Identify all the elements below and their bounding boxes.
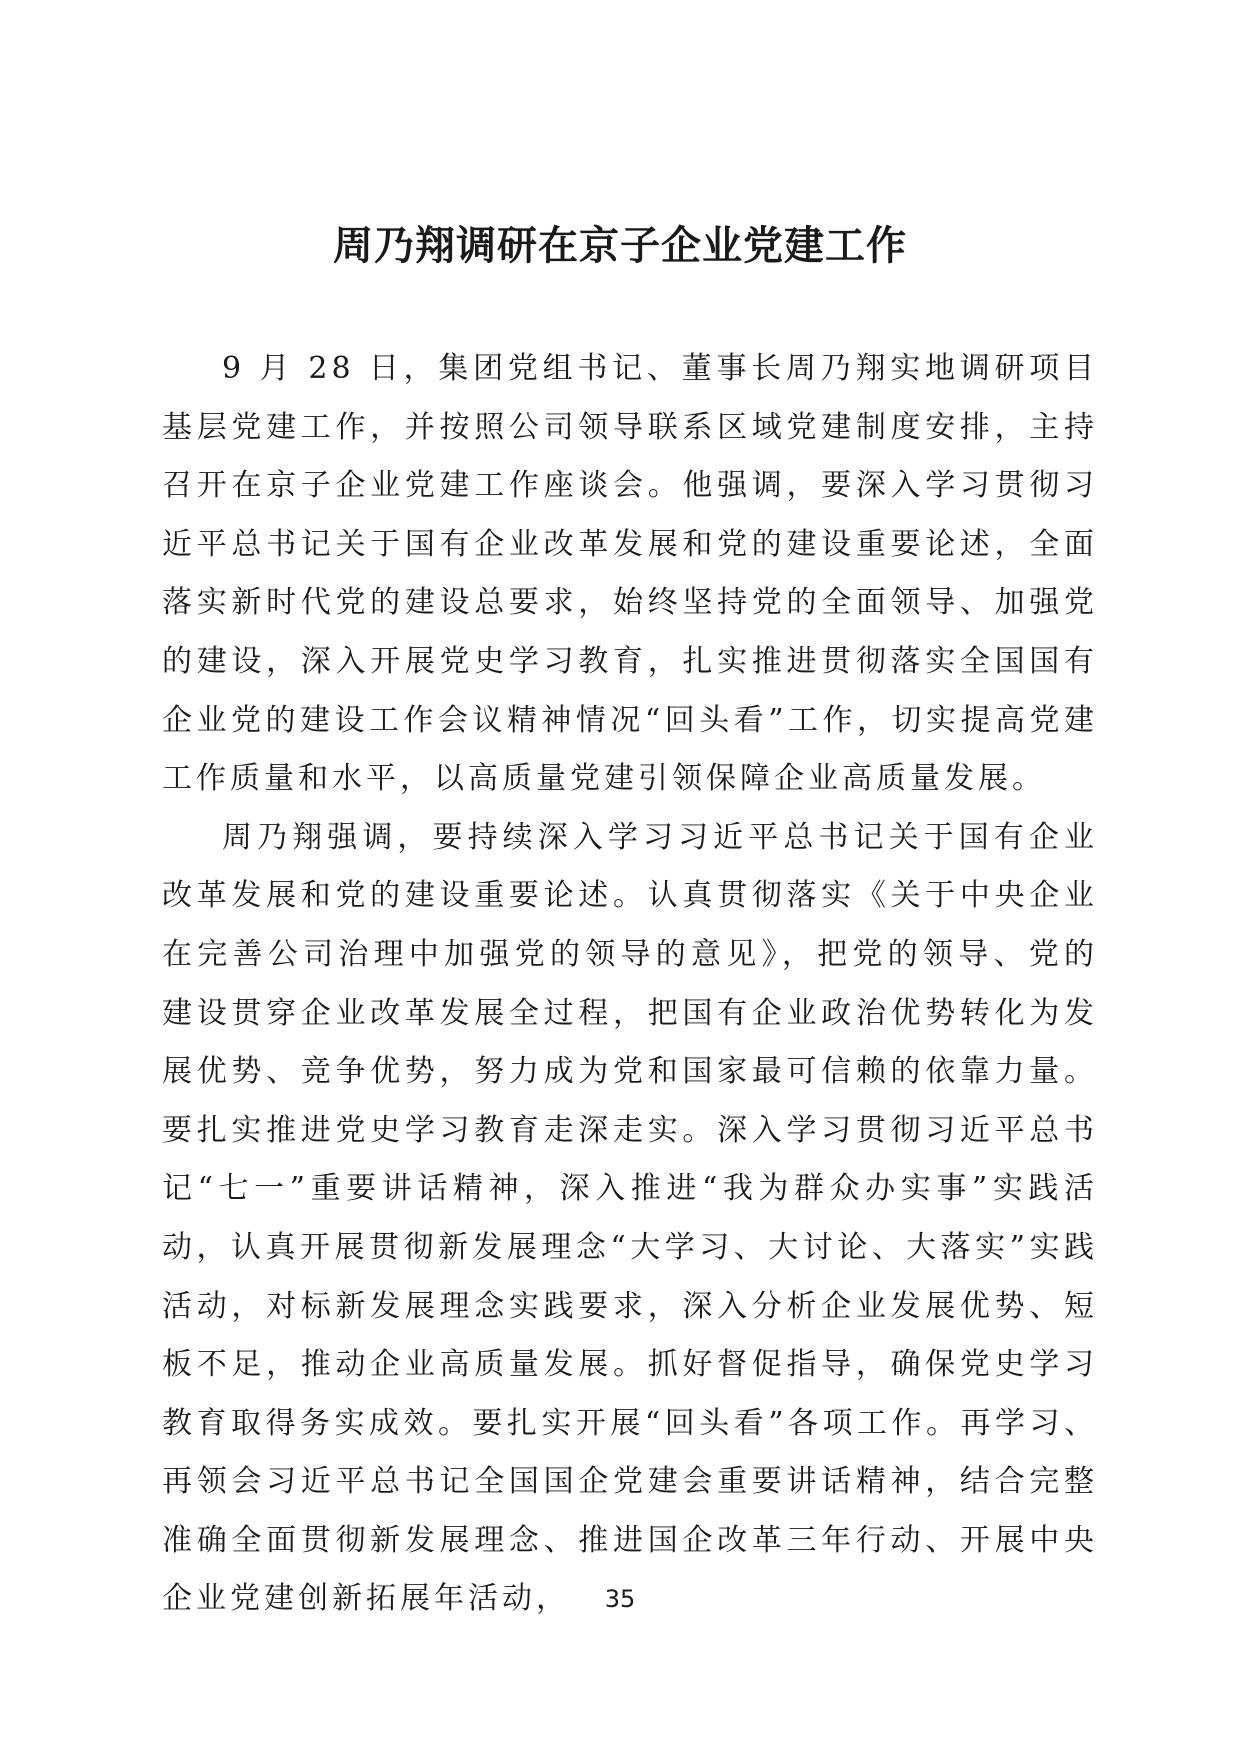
paragraph-2: 周乃翔强调，要持续深入学习习近平总书记关于国有企业改革发展和党的建设重要论述。认真贯彻落实《关于中央企业在完善公司治理中加强党的领导的意见》，把党的领导、党的建设贯穿企业改革发展全过程，把国有企业政治优势转化为发展优势、竞争优势，努力成为党和国家最可信赖的依靠力量。要扎实推进党史学习教育走深走实。深入学习贯彻习近平总书记“七一”重要讲话精神，深入推进“我为群众办实事”实践活动，认真开展贯彻新发展理念“大学习、大讨论、大落实”实践活动，对标新发展理念实践要求，深入分析企业发展优势、短板不足，推动企业高质量发展。抓好督促指导，确保党史学习教育取得务实成效。要扎实开展“回头看”各项工作。再学习、再领会习近平总书记全国国企党建会重要讲话精神，结合完整准确全面贯彻新发展理念、推进国企改革三年行动、开展中央企业党建创新拓展年活动， [162, 819, 1098, 1617]
page-number: 35 [604, 1585, 636, 1613]
article-body [162, 340, 1098, 1629]
paragraph-1: 9 月 28 日，集团党组书记、董事长周乃翔实地调研项目基层党建工作，并按照公司领导联系区域党建制度安排，主持召开在京子企业党建工作座谈会。他强调，要深入学习贯彻习近平总书记关于国有企业改革发展和党的建设重要论述，全面落实新时代党的建设总要求，始终坚持党的全面领导、加强党的建设，深入开展党史学习教育，扎实推进贯彻落实全国国有企业党的建设工作会议精神情况“回头看”工作，切实提高党建工作质量和水平，以高质量党建引领保障企业高质量发展。 [162, 351, 1098, 797]
article-title: 周乃翔调研在京子企业党建工作 [333, 222, 907, 269]
